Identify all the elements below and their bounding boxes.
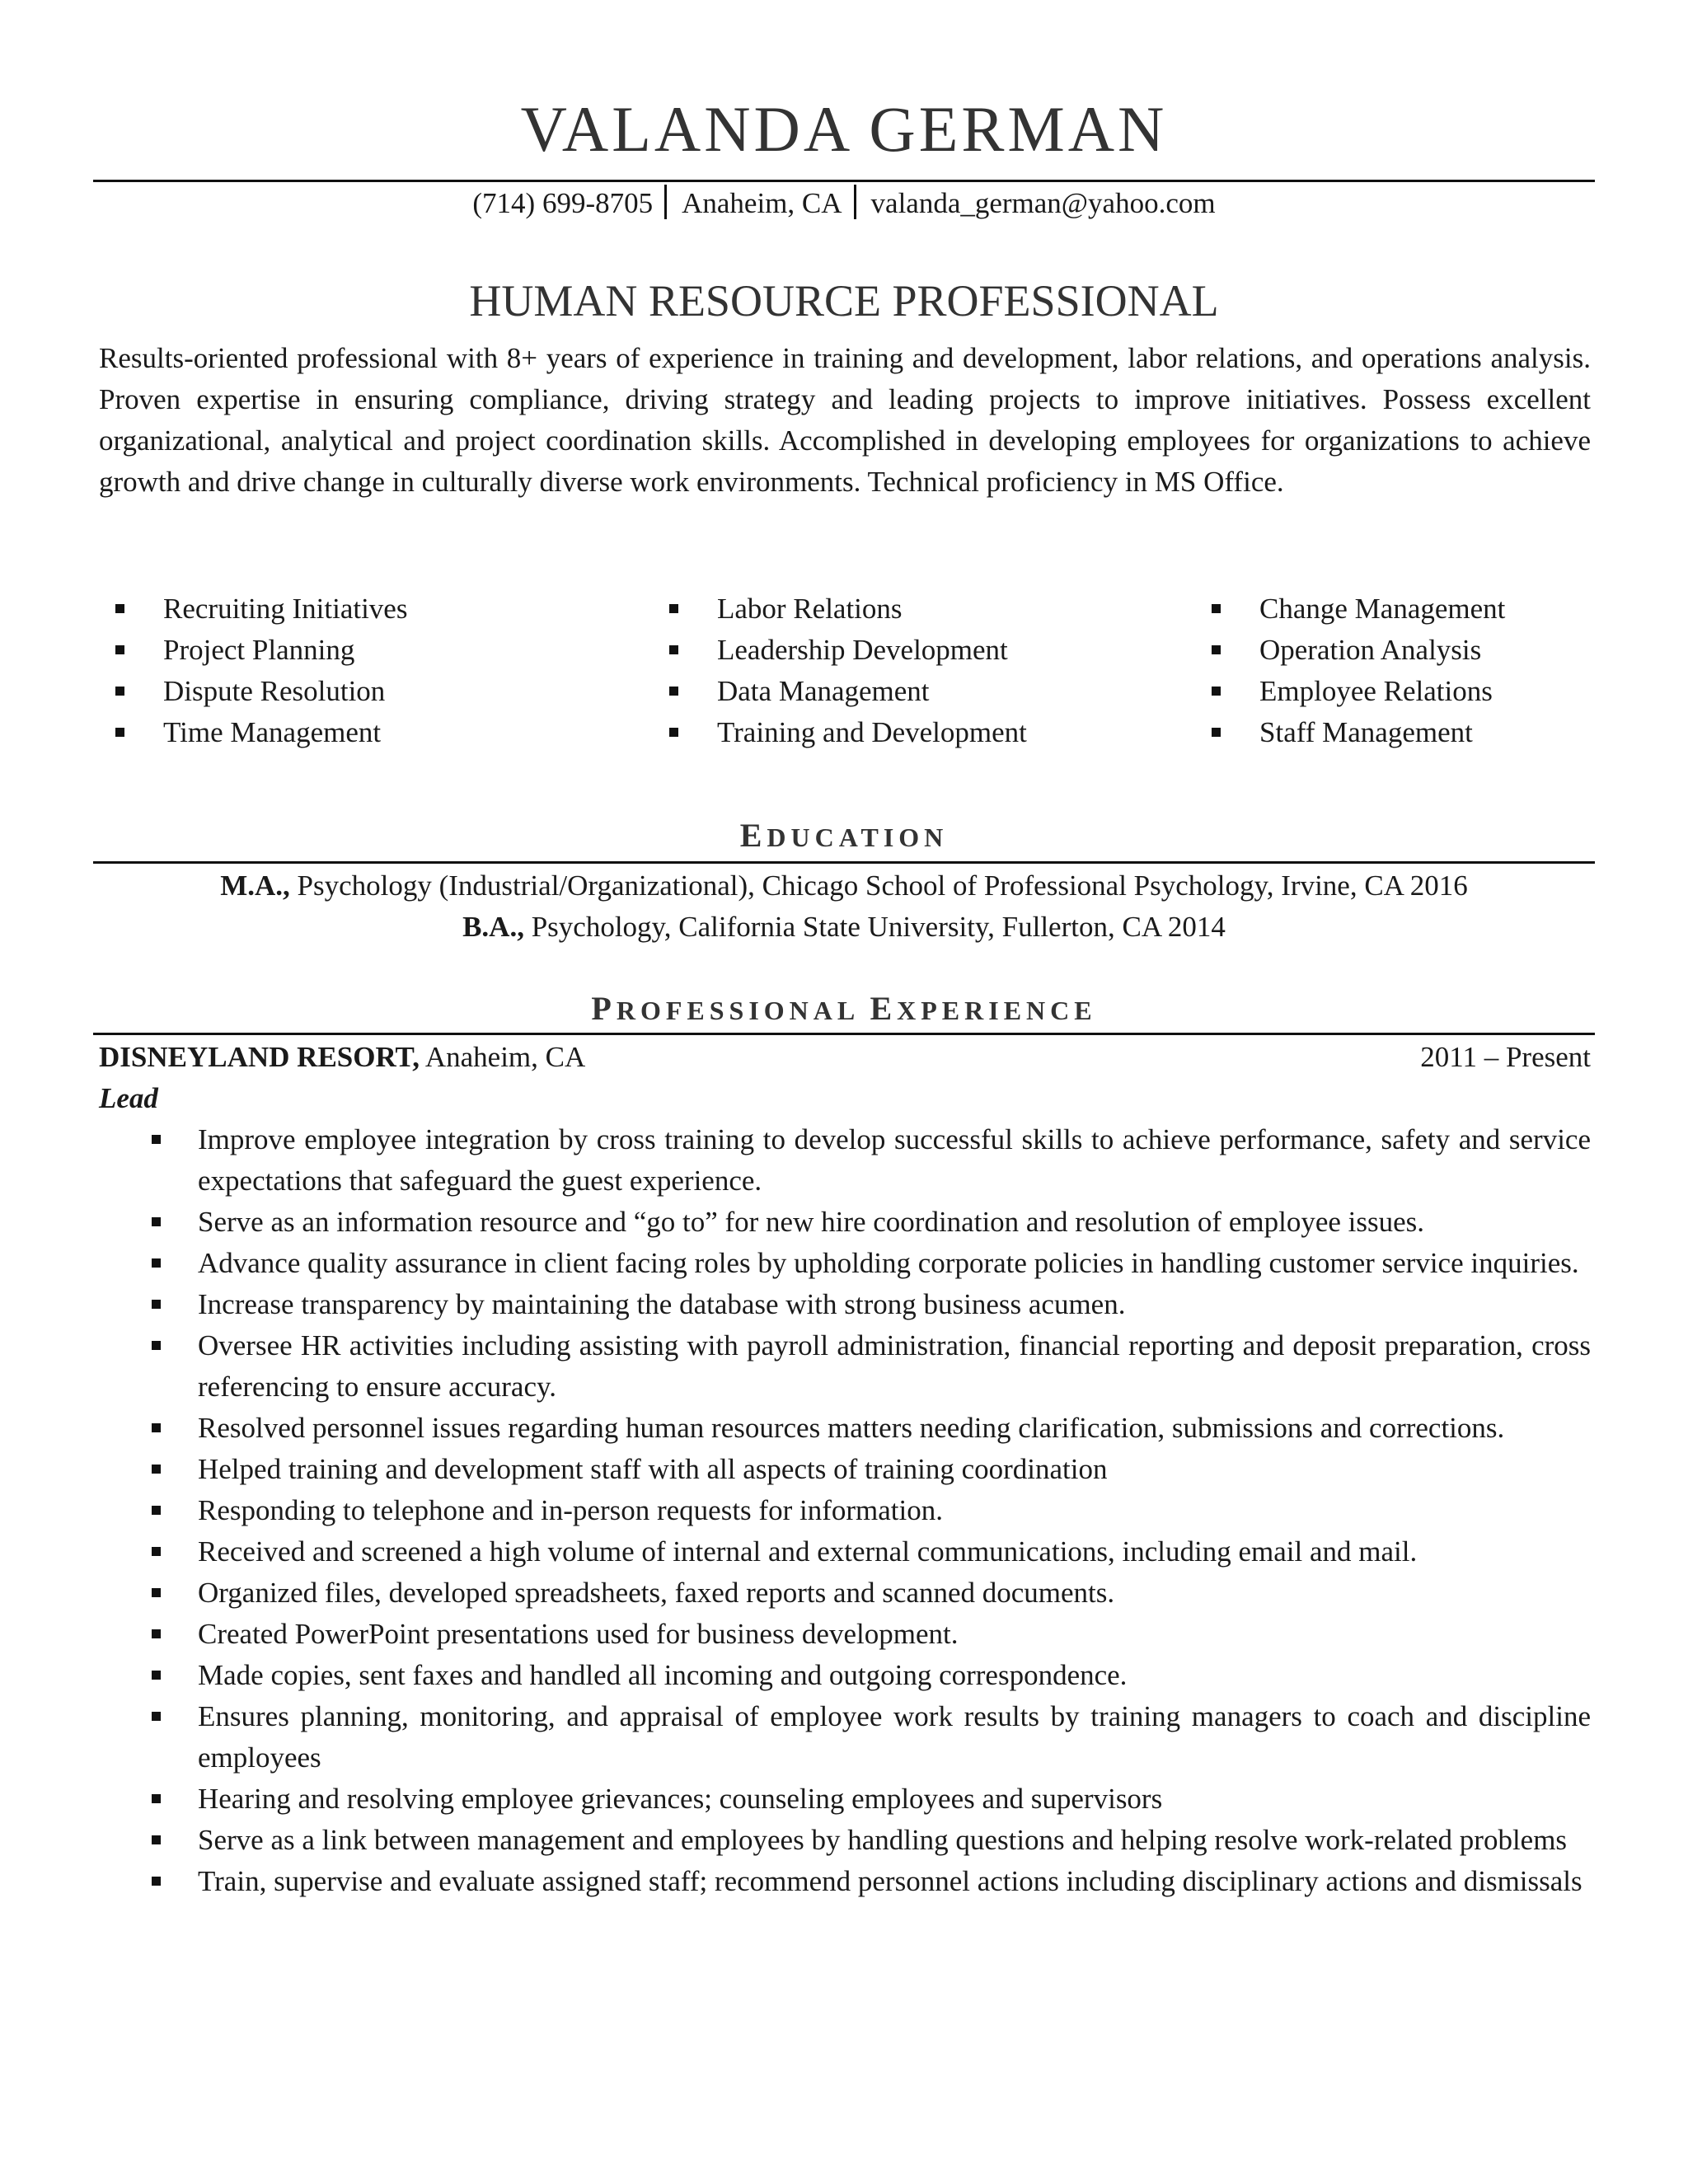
skill-item: Employee Relations bbox=[1212, 671, 1505, 712]
list-item: Oversee HR activities including assisting with payroll administration, financial reporting and deposit preparation, cross referencing to ensure accuracy. bbox=[198, 1325, 1591, 1408]
degree-label: M.A., bbox=[220, 869, 290, 902]
square-bullet-icon bbox=[152, 1835, 161, 1844]
experience-heading: PROFESSIONAL EXPERIENCE bbox=[591, 990, 1097, 1027]
degree-detail: Psychology, California State University, Fullerton, CA 2014 bbox=[523, 911, 1226, 943]
list-item: Advance quality assurance in client facing roles by upholding corporate policies in handling customer service inquiries. bbox=[198, 1243, 1591, 1284]
degree-detail: Psychology (Industrial/Organizational), Chicago School of Professional Psychology, Irvine, CA 2016 bbox=[289, 869, 1468, 902]
square-bullet-icon bbox=[152, 1629, 161, 1638]
square-bullet-icon bbox=[115, 728, 124, 737]
square-bullet-icon bbox=[115, 645, 124, 654]
skill-item: Change Management bbox=[1212, 588, 1505, 630]
list-item: Improve employee integration by cross training to develop successful skills to achieve performance, safety and service expectations that safeguard the guest experience. bbox=[198, 1119, 1591, 1202]
company-name: DISNEYLAND RESORT, bbox=[99, 1041, 420, 1073]
square-bullet-icon bbox=[669, 645, 678, 654]
list-item: Received and screened a high volume of internal and external communications, including email and mail. bbox=[198, 1531, 1591, 1572]
contact-line bbox=[0, 185, 1688, 223]
list-item: Increase transparency by maintaining the database with strong business acumen. bbox=[198, 1284, 1591, 1325]
education-rule bbox=[93, 861, 1595, 864]
skill-item: Project Planning bbox=[115, 630, 407, 671]
square-bullet-icon bbox=[152, 1300, 161, 1309]
professional-headline: HUMAN RESOURCE PROFESSIONAL bbox=[469, 276, 1219, 326]
list-item: Serve as a link between management and employees by handling questions and helping resolve work-related problems bbox=[198, 1820, 1591, 1861]
degree-label: B.A., bbox=[462, 911, 524, 943]
skill-item: Data Management bbox=[669, 671, 1027, 712]
square-bullet-icon bbox=[152, 1341, 161, 1350]
education-heading: EDUCATION bbox=[739, 817, 949, 854]
square-bullet-icon bbox=[1212, 728, 1221, 737]
square-bullet-icon bbox=[152, 1547, 161, 1556]
skills-column-1 bbox=[115, 588, 407, 753]
contact-separator bbox=[854, 185, 856, 219]
square-bullet-icon bbox=[152, 1712, 161, 1721]
list-item: Organized files, developed spreadsheets, faxed reports and scanned documents. bbox=[198, 1572, 1591, 1614]
square-bullet-icon bbox=[152, 1877, 161, 1886]
skill-item: Time Management bbox=[115, 712, 407, 753]
skill-item: Labor Relations bbox=[669, 588, 1027, 630]
square-bullet-icon bbox=[1212, 687, 1221, 696]
skill-item: Training and Development bbox=[669, 712, 1027, 753]
header-rule bbox=[93, 180, 1595, 182]
candidate-name: VALANDA GERMAN bbox=[520, 93, 1168, 165]
skill-item: Recruiting Initiatives bbox=[115, 588, 407, 630]
square-bullet-icon bbox=[669, 687, 678, 696]
list-item: Serve as an information resource and “go to” for new hire coordination and resolution of employee issues. bbox=[198, 1202, 1591, 1243]
experience-rule bbox=[93, 1033, 1595, 1035]
summary-paragraph: Results-oriented professional with 8+ years of experience in training and development, labor relations, and operations analysis. Proven expertise in ensuring compliance, driving strategy and leading projects to improve initiatives. Possess excellent organizational, analytical and project coordination skills. Accomplished in developing employees for organizations to achieve growth and drive change in culturally diverse work environments. Technical proficiency in MS Office. bbox=[99, 342, 1591, 498]
phone-number: (714) 699-8705 bbox=[472, 187, 654, 219]
square-bullet-icon bbox=[152, 1135, 161, 1144]
square-bullet-icon bbox=[669, 728, 678, 737]
list-item: Train, supervise and evaluate assigned staff; recommend personnel actions including disciplinary actions and dismissals bbox=[198, 1861, 1591, 1902]
job-title: Lead bbox=[99, 1082, 158, 1114]
duties-list bbox=[198, 1119, 1591, 1902]
contact-separator bbox=[664, 185, 667, 219]
education-entry-ma bbox=[0, 865, 1688, 907]
list-item: Responding to telephone and in-person requests for information. bbox=[198, 1490, 1591, 1531]
list-item: Created PowerPoint presentations used for business development. bbox=[198, 1614, 1591, 1655]
list-item: Made copies, sent faxes and handled all incoming and outgoing correspondence. bbox=[198, 1655, 1591, 1696]
skill-item: Staff Management bbox=[1212, 712, 1505, 753]
list-item: Resolved personnel issues regarding human resources matters needing clarification, submissions and corrections. bbox=[198, 1408, 1591, 1449]
square-bullet-icon bbox=[152, 1506, 161, 1515]
square-bullet-icon bbox=[152, 1258, 161, 1268]
square-bullet-icon bbox=[152, 1217, 161, 1226]
square-bullet-icon bbox=[115, 687, 124, 696]
square-bullet-icon bbox=[115, 604, 124, 613]
email-address: valanda_german@yahoo.com bbox=[870, 187, 1216, 219]
job-location: Anaheim, CA bbox=[420, 1041, 586, 1073]
job-dates: 2011 – Present bbox=[1420, 1041, 1591, 1073]
skill-item: Leadership Development bbox=[669, 630, 1027, 671]
square-bullet-icon bbox=[669, 604, 678, 613]
education-entry-ba bbox=[0, 907, 1688, 948]
skill-item: Operation Analysis bbox=[1212, 630, 1505, 671]
square-bullet-icon bbox=[1212, 604, 1221, 613]
list-item: Ensures planning, monitoring, and appraisal of employee work results by training managers to coach and discipline employees bbox=[198, 1696, 1591, 1779]
square-bullet-icon bbox=[152, 1671, 161, 1680]
skills-column-3 bbox=[1212, 588, 1505, 753]
list-item: Helped training and development staff with all aspects of training coordination bbox=[198, 1449, 1591, 1490]
square-bullet-icon bbox=[1212, 645, 1221, 654]
job-header bbox=[99, 1037, 1591, 1078]
square-bullet-icon bbox=[152, 1423, 161, 1432]
square-bullet-icon bbox=[152, 1588, 161, 1597]
location: Anaheim, CA bbox=[682, 187, 842, 219]
list-item: Hearing and resolving employee grievances; counseling employees and supervisors bbox=[198, 1779, 1591, 1820]
square-bullet-icon bbox=[152, 1794, 161, 1803]
skills-column-2 bbox=[669, 588, 1027, 753]
square-bullet-icon bbox=[152, 1465, 161, 1474]
skill-item: Dispute Resolution bbox=[115, 671, 407, 712]
